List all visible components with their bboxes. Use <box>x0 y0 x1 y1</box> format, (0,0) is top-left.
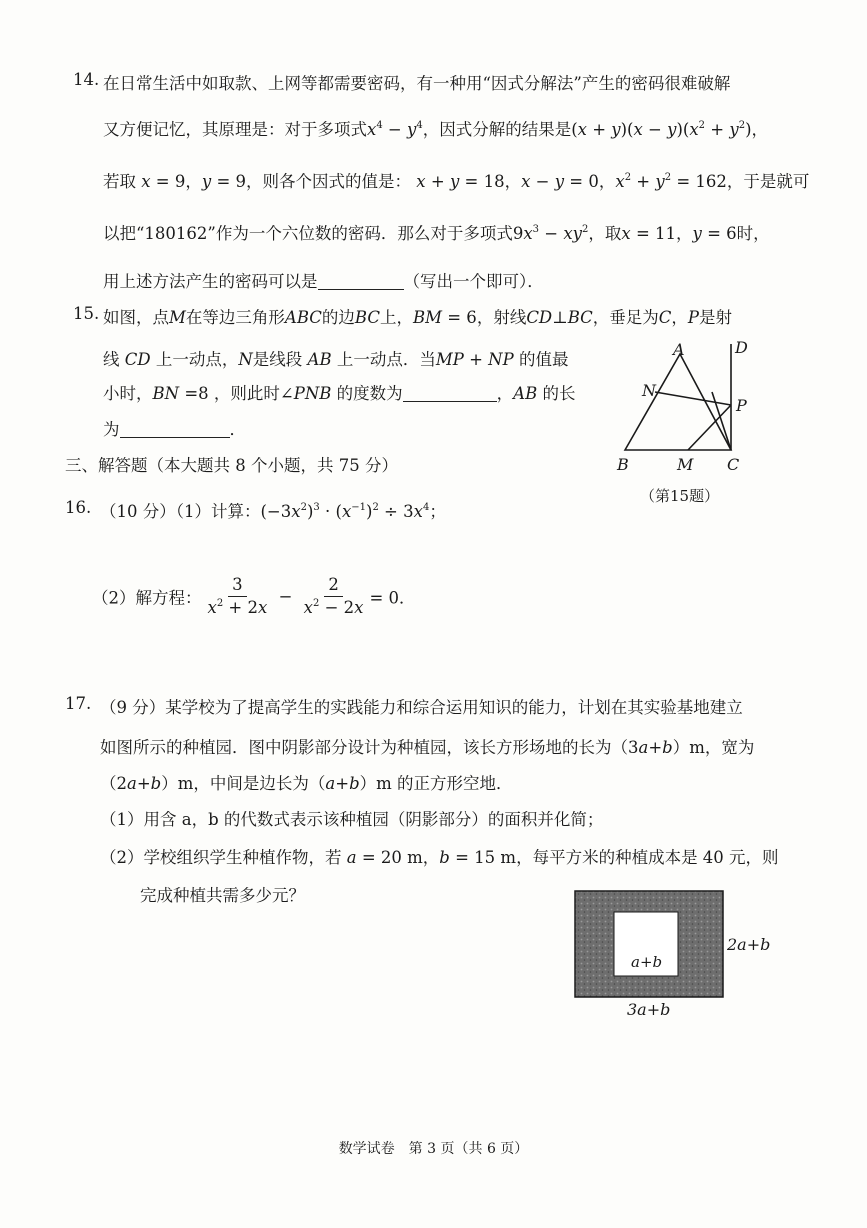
label-c: C <box>727 455 740 474</box>
fraction-2: $\frac{2}{x^2 - 2x}$ <box>303 575 364 618</box>
segment-np <box>655 392 731 405</box>
question-number: 15. <box>73 304 100 323</box>
answer-blank-angle[interactable] <box>403 383 497 402</box>
label-n: N <box>642 381 656 400</box>
q17-line-2: 如图所示的种植园．图中阴影部分设计为种植园，该长方形场地的长为（3a+b）m，宽为 <box>100 738 755 757</box>
q15-line-2: 线 CD 上一动点，N是线段 AB 上一动点．当MP + NP 的值最 <box>103 350 569 369</box>
q14-line-5: 用上述方法产生的密码可以是 （写出一个即可）． <box>103 272 544 291</box>
q15-line-3: 小时，BN =8 ，则此时∠PNB 的度数为 ，AB 的长 <box>103 384 576 403</box>
q17-line-3: （2a+b）m，中间是边长为（a+b）m 的正方形空地． <box>100 774 513 793</box>
label-p: P <box>736 396 747 415</box>
label-width: 2a+b <box>727 935 771 954</box>
q16-part-1: （10 分）（1）计算：$(-3x^2)^3 \cdot (x^{-1})^2 \div 3x^4$； <box>100 502 446 521</box>
label-a: A <box>673 340 685 359</box>
q17-part-2: （2）学校组织学生种植作物，若 a = 20 m，b = 15 m，每平方米的种植成本是 40 元，则 <box>100 848 779 867</box>
figure-17-garden <box>574 890 724 1000</box>
q15-line-4: 为 ． <box>103 420 246 439</box>
q14-line-4: 以把“180162”作为一个六位数的密码．那么对于多项式$9x^3 - xy^2$，取x = 11，y = 6时， <box>103 224 770 243</box>
label-inner-side: a+b <box>631 953 663 971</box>
fraction-1: $\frac{3}{x^2 + 2x}$ <box>207 575 268 618</box>
page-footer: 数学试卷 第 3 页（共 6 页） <box>338 1141 529 1157</box>
segment-mp <box>688 405 731 450</box>
q14-line-2: 又方便记忆，其原理是：对于多项式$x^4 - y^4$，因式分解的结果是$(x + y)(x - y)(x^2 + y^2)$， <box>103 120 768 139</box>
answer-blank[interactable] <box>318 271 404 290</box>
label-d: D <box>735 338 748 357</box>
q17-line-1: （9 分）某学校为了提高学生的实践能力和综合运用知识的能力，计划在其实验基地建立 <box>100 698 743 717</box>
label-m: M <box>677 455 694 474</box>
label-length: 3a+b <box>627 1000 671 1019</box>
answer-blank-length[interactable] <box>120 419 230 438</box>
q14-line-3: 若取 x = 9，y = 9，则各个因式的值是： x + y = 18，x − y = 0，$x^2 + y^2 = 162$，于是就可 <box>103 172 810 191</box>
q14-line-1: 在日常生活中如取款、上网等都需要密码，有一种用“因式分解法”产生的密码很难破解 <box>103 74 731 93</box>
question-number: 17. <box>65 694 92 713</box>
q17-part-1: （1）用含 a，b 的代数式表示该种植园（阴影部分）的面积并化简； <box>100 810 604 829</box>
section-3-title: 三、解答题（本大题共 8 个小题，共 75 分） <box>65 456 398 475</box>
label-b: B <box>617 455 629 474</box>
question-number: 14. <box>73 70 100 89</box>
q17-part-2-cont: 完成种植共需多少元？ <box>140 886 305 905</box>
figure-15-caption: （第15题） <box>640 487 720 505</box>
q15-line-1: 如图，点M在等边三角形ABC的边BC上，BM = 6，射线CD⊥BC，垂足为C，P是射 <box>103 308 732 327</box>
q16-part-2: （2）解方程： $\frac{3}{x^2 + 2x}$ − $\frac{2}{x^2 - 2x}$ = 0． <box>92 575 416 618</box>
question-number: 16. <box>65 498 92 517</box>
